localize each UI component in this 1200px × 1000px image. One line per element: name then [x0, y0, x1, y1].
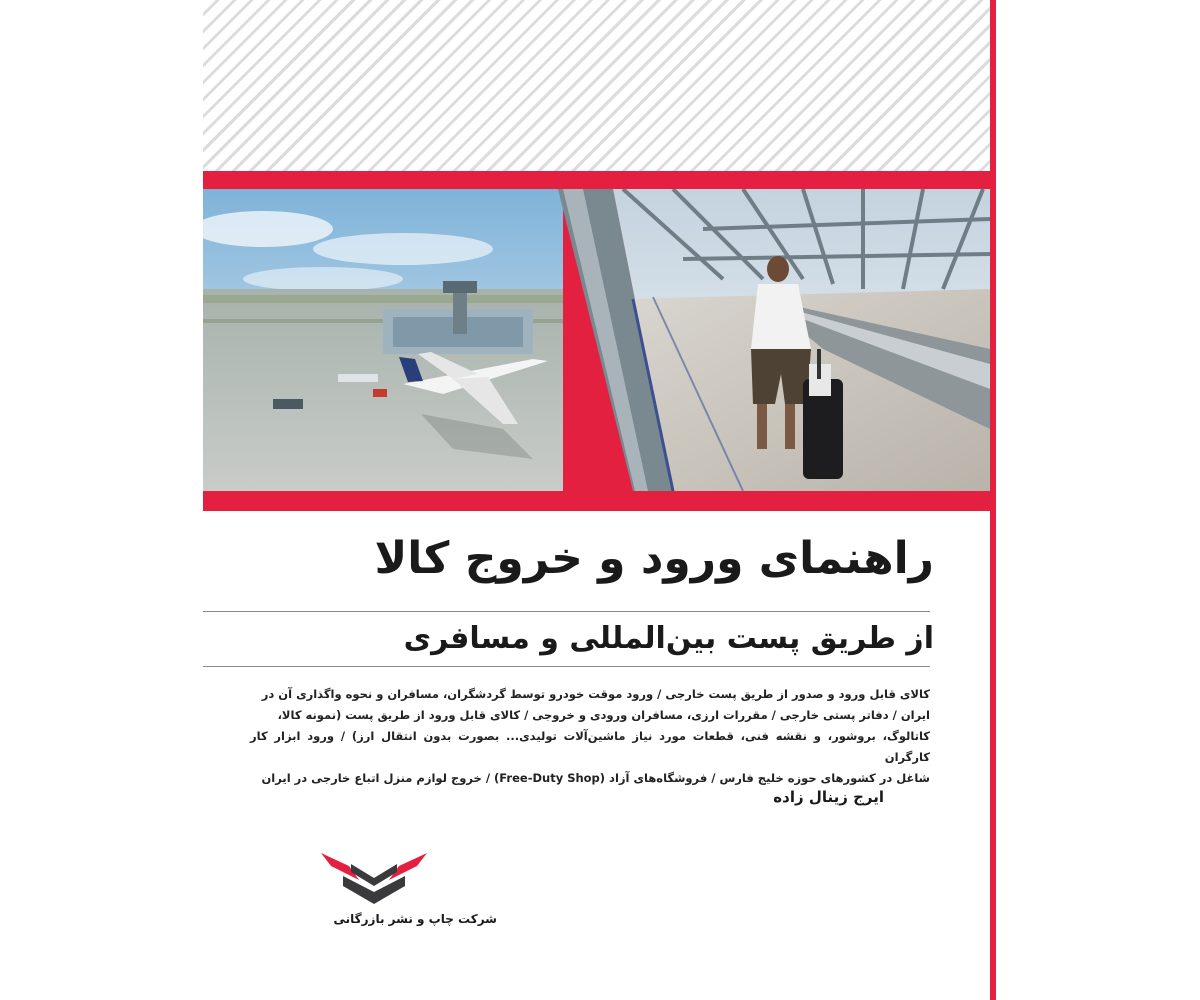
book-title: راهنمای ورود و خروج کالا	[374, 533, 934, 584]
winged-chevron-logo-icon	[321, 848, 427, 908]
book-cover	[203, 0, 996, 1000]
book-description	[250, 684, 930, 789]
book-subtitle: از طریق پست بین‌المللی و مسافری	[403, 621, 934, 656]
publisher-name: شرکت چاپ و نشر بازرگانی	[333, 912, 497, 926]
author-name: ایرج زینال زاده	[773, 788, 884, 806]
title-divider-bottom	[203, 666, 930, 667]
airport-terminal-photo	[203, 189, 990, 491]
diagonal-stripe-pattern	[203, 0, 990, 171]
red-spine-stripe	[990, 0, 996, 1000]
description-line: کالای قابل ورود و صدور از طریق پست خارجی / ورود موقت خودرو توسط گردشگران، مسافران و نحوه واگذاری آن در	[261, 687, 930, 701]
description-line: کاتالوگ، بروشور، و نقشه فنی، قطعات مورد نیاز ماشین‌آلات تولیدی... بصورت بدون انتقال ارز) / ورود ابزار کار کارگران	[250, 729, 930, 764]
description-line: شاغل در کشورهای حوزه خلیج فارس / فروشگاه‌های آزاد (Free-Duty Shop) / خروج لوازم منزل اتباع خارجی در ایران	[261, 771, 930, 785]
title-divider-top	[203, 611, 930, 612]
description-line: ایران / دفاتر پستی خارجی / مقررات ارزی، مسافران ورودی و خروجی / کالای قابل ورود از طریق پست (نمونه کالا،	[277, 708, 930, 722]
